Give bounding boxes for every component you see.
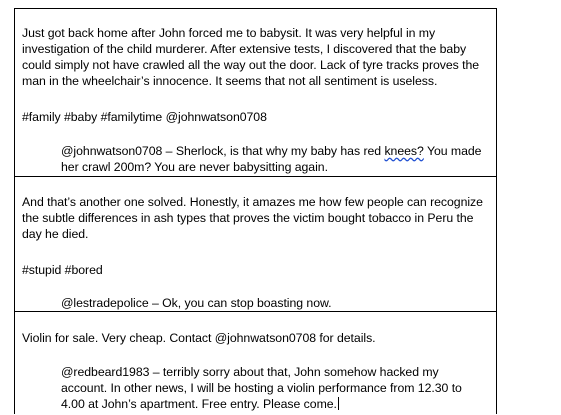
table-row — [15, 177, 496, 312]
post-text: Violin for sale. Very cheap. Contact @johnwatson0708 for details. — [22, 331, 376, 345]
reply-text-body: @redbeard1983 – terribly sorry about that, John somehow hacked my account. In other news, I will be hosting a violin performance from 12.30 to 4.00 at John’s apartment. Free entry. Please come. — [61, 365, 462, 411]
document-table — [14, 8, 497, 414]
table-row — [15, 312, 496, 415]
spellcheck-marked-word[interactable]: knees? — [384, 144, 424, 158]
post-text: Just got back home after John forced me to babysit. It was very helpful in my investigation of the child murderer. After extensive tests, I discovered that the baby could simply not have crawled all the way out the door. Lack of tyre tracks proves the man in the wheelchair’s innocence. It seems that not all sentiment is useless. — [22, 26, 480, 88]
post-hashtags: #family #baby #familytime @johnwatson0708 — [22, 110, 267, 124]
text-cursor — [338, 397, 339, 410]
reply-text — [61, 143, 482, 175]
table-row — [15, 9, 496, 177]
reply-text-end: You made her crawl 200m? You are never babysitting again. — [61, 144, 482, 174]
reply-text-start: @johnwatson0708 – Sherlock, is that why my baby has red — [61, 144, 385, 158]
post-hashtags: #stupid #bored — [22, 263, 103, 277]
reply-text — [61, 364, 482, 412]
post-text: And that’s another one solved. Honestly, it amazes me how few people can recognize the subtle differences in ash types that proves the victim bought tobacco in Peru the day he died. — [22, 195, 483, 241]
reply-text: @lestradepolice – Ok, you can stop boasting now. — [61, 296, 332, 310]
